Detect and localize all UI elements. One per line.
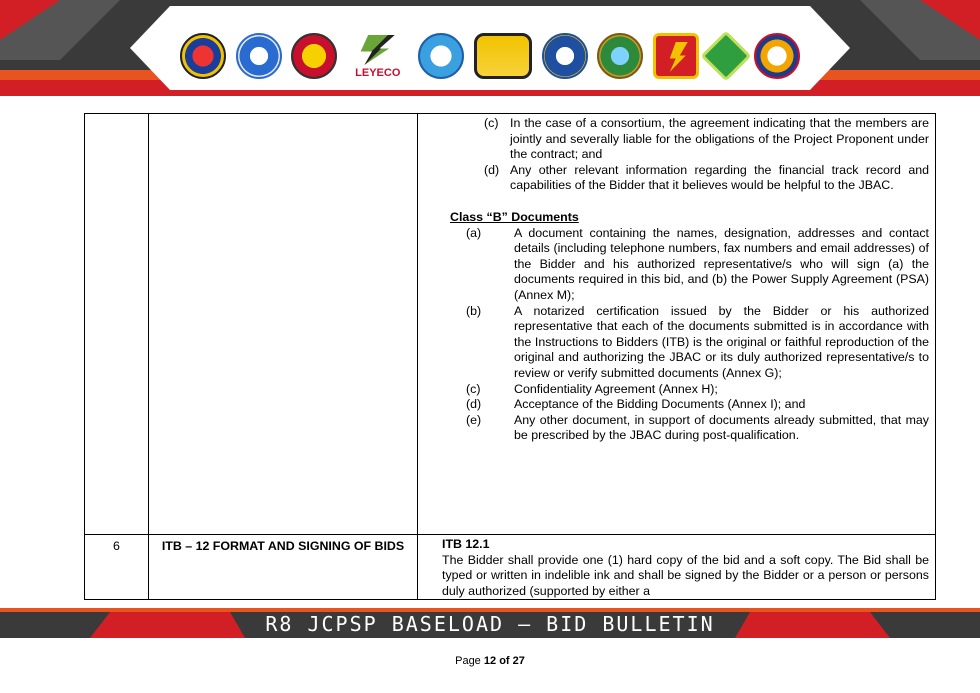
list-item-label: (e) — [466, 412, 482, 427]
table-row — [85, 114, 936, 535]
cooperative-logo-7 — [542, 33, 588, 79]
list-item — [450, 397, 929, 413]
row-content-cell — [418, 114, 936, 535]
cooperative-logo-8 — [597, 33, 643, 79]
page-of: of — [499, 655, 510, 667]
list-item — [450, 163, 929, 194]
itb-section-text: The Bidder shall provide one (1) hard copy of the bid and a soft copy. The Bid shall be typed or written in indelible ink and shall be signed by the Bidder or a person or persons duly authorized (supported by either a — [442, 552, 929, 598]
list-item-label: (c) — [466, 381, 481, 396]
list-item-label: (d) — [466, 397, 482, 412]
header-banner — [0, 0, 980, 100]
cooperative-logo-9 — [653, 33, 699, 79]
leyeco-logo — [347, 33, 409, 79]
cooperative-logo-3 — [291, 33, 337, 79]
list-item-text: Any other relevant information regarding the financial track record and capabilities of the Bidder that it believes would be helpful to the JBAC. — [510, 162, 929, 193]
page-current: 12 — [483, 655, 497, 667]
page-prefix: Page — [455, 655, 481, 667]
row-heading-cell — [149, 114, 418, 535]
list-item — [450, 116, 929, 163]
class-b-heading: Class “B” Documents — [450, 209, 579, 224]
footer-banner — [0, 600, 980, 650]
list-item-label: (b) — [466, 303, 482, 318]
row-number-cell: 6 — [85, 535, 149, 600]
row-content-cell — [418, 535, 936, 600]
leyeco-logo-text: LEYECO — [355, 67, 401, 79]
logo-row — [180, 27, 800, 85]
bolt-icon — [357, 35, 395, 65]
list-item — [450, 304, 929, 382]
list-item-text: Any other document, in support of documents already submitted, that may be prescribed by the JBAC during post-qualification. — [514, 412, 929, 443]
page-number — [0, 655, 980, 667]
list-item-label: (d) — [484, 162, 500, 177]
page-total: 27 — [512, 655, 525, 667]
list-item — [450, 413, 929, 444]
cooperative-logo-1 — [180, 33, 226, 79]
cooperative-logo-11 — [754, 33, 800, 79]
cooperative-logo-2 — [236, 33, 282, 79]
table-row — [85, 535, 936, 600]
list-item-label: (a) — [466, 225, 482, 240]
bid-bulletin-table — [84, 113, 936, 600]
list-item — [450, 226, 929, 304]
footer-title: R8 JCPSP BASELOAD – BID BULLETIN — [265, 612, 715, 636]
list-item-text: A document containing the names, designation, addresses and contact details (including telephone numbers, fax numbers and email addresses) of the Bidder and his authorized representative/s who will sign (a) the documents required in this bid, and (b) the Power Supply Agreement (PSA) (Annex M); — [514, 225, 929, 302]
list-item — [450, 382, 929, 398]
list-item-text: Acceptance of the Bidding Documents (Annex I); and — [514, 397, 806, 412]
bolt-icon — [668, 42, 688, 72]
cooperative-logo-5 — [418, 33, 464, 79]
list-item-text: Confidentiality Agreement (Annex H); — [514, 381, 718, 396]
row-heading-cell: ITB – 12 FORMAT AND SIGNING OF BIDS — [149, 535, 418, 600]
cooperative-logo-6 — [474, 33, 532, 79]
row-number-cell — [85, 114, 149, 535]
list-item-label: (c) — [484, 116, 499, 130]
list-item-text: In the case of a consortium, the agreement indicating that the members are jointly and severally liable for the obligations of the Project Proponent under the contract; and — [510, 116, 929, 162]
itb-section-title: ITB 12.1 — [442, 537, 490, 551]
list-item-text: A notarized certification issued by the Bidder or his authorized representative that each of the documents submitted is in accordance with the Instructions to Bidders (ITB) is the original or faithful reproduction of the original and authorizing the JBAC or its duly authorized representative/s to review or verify submitted documents (Annex G); — [514, 303, 929, 380]
cooperative-logo-10 — [701, 31, 752, 82]
